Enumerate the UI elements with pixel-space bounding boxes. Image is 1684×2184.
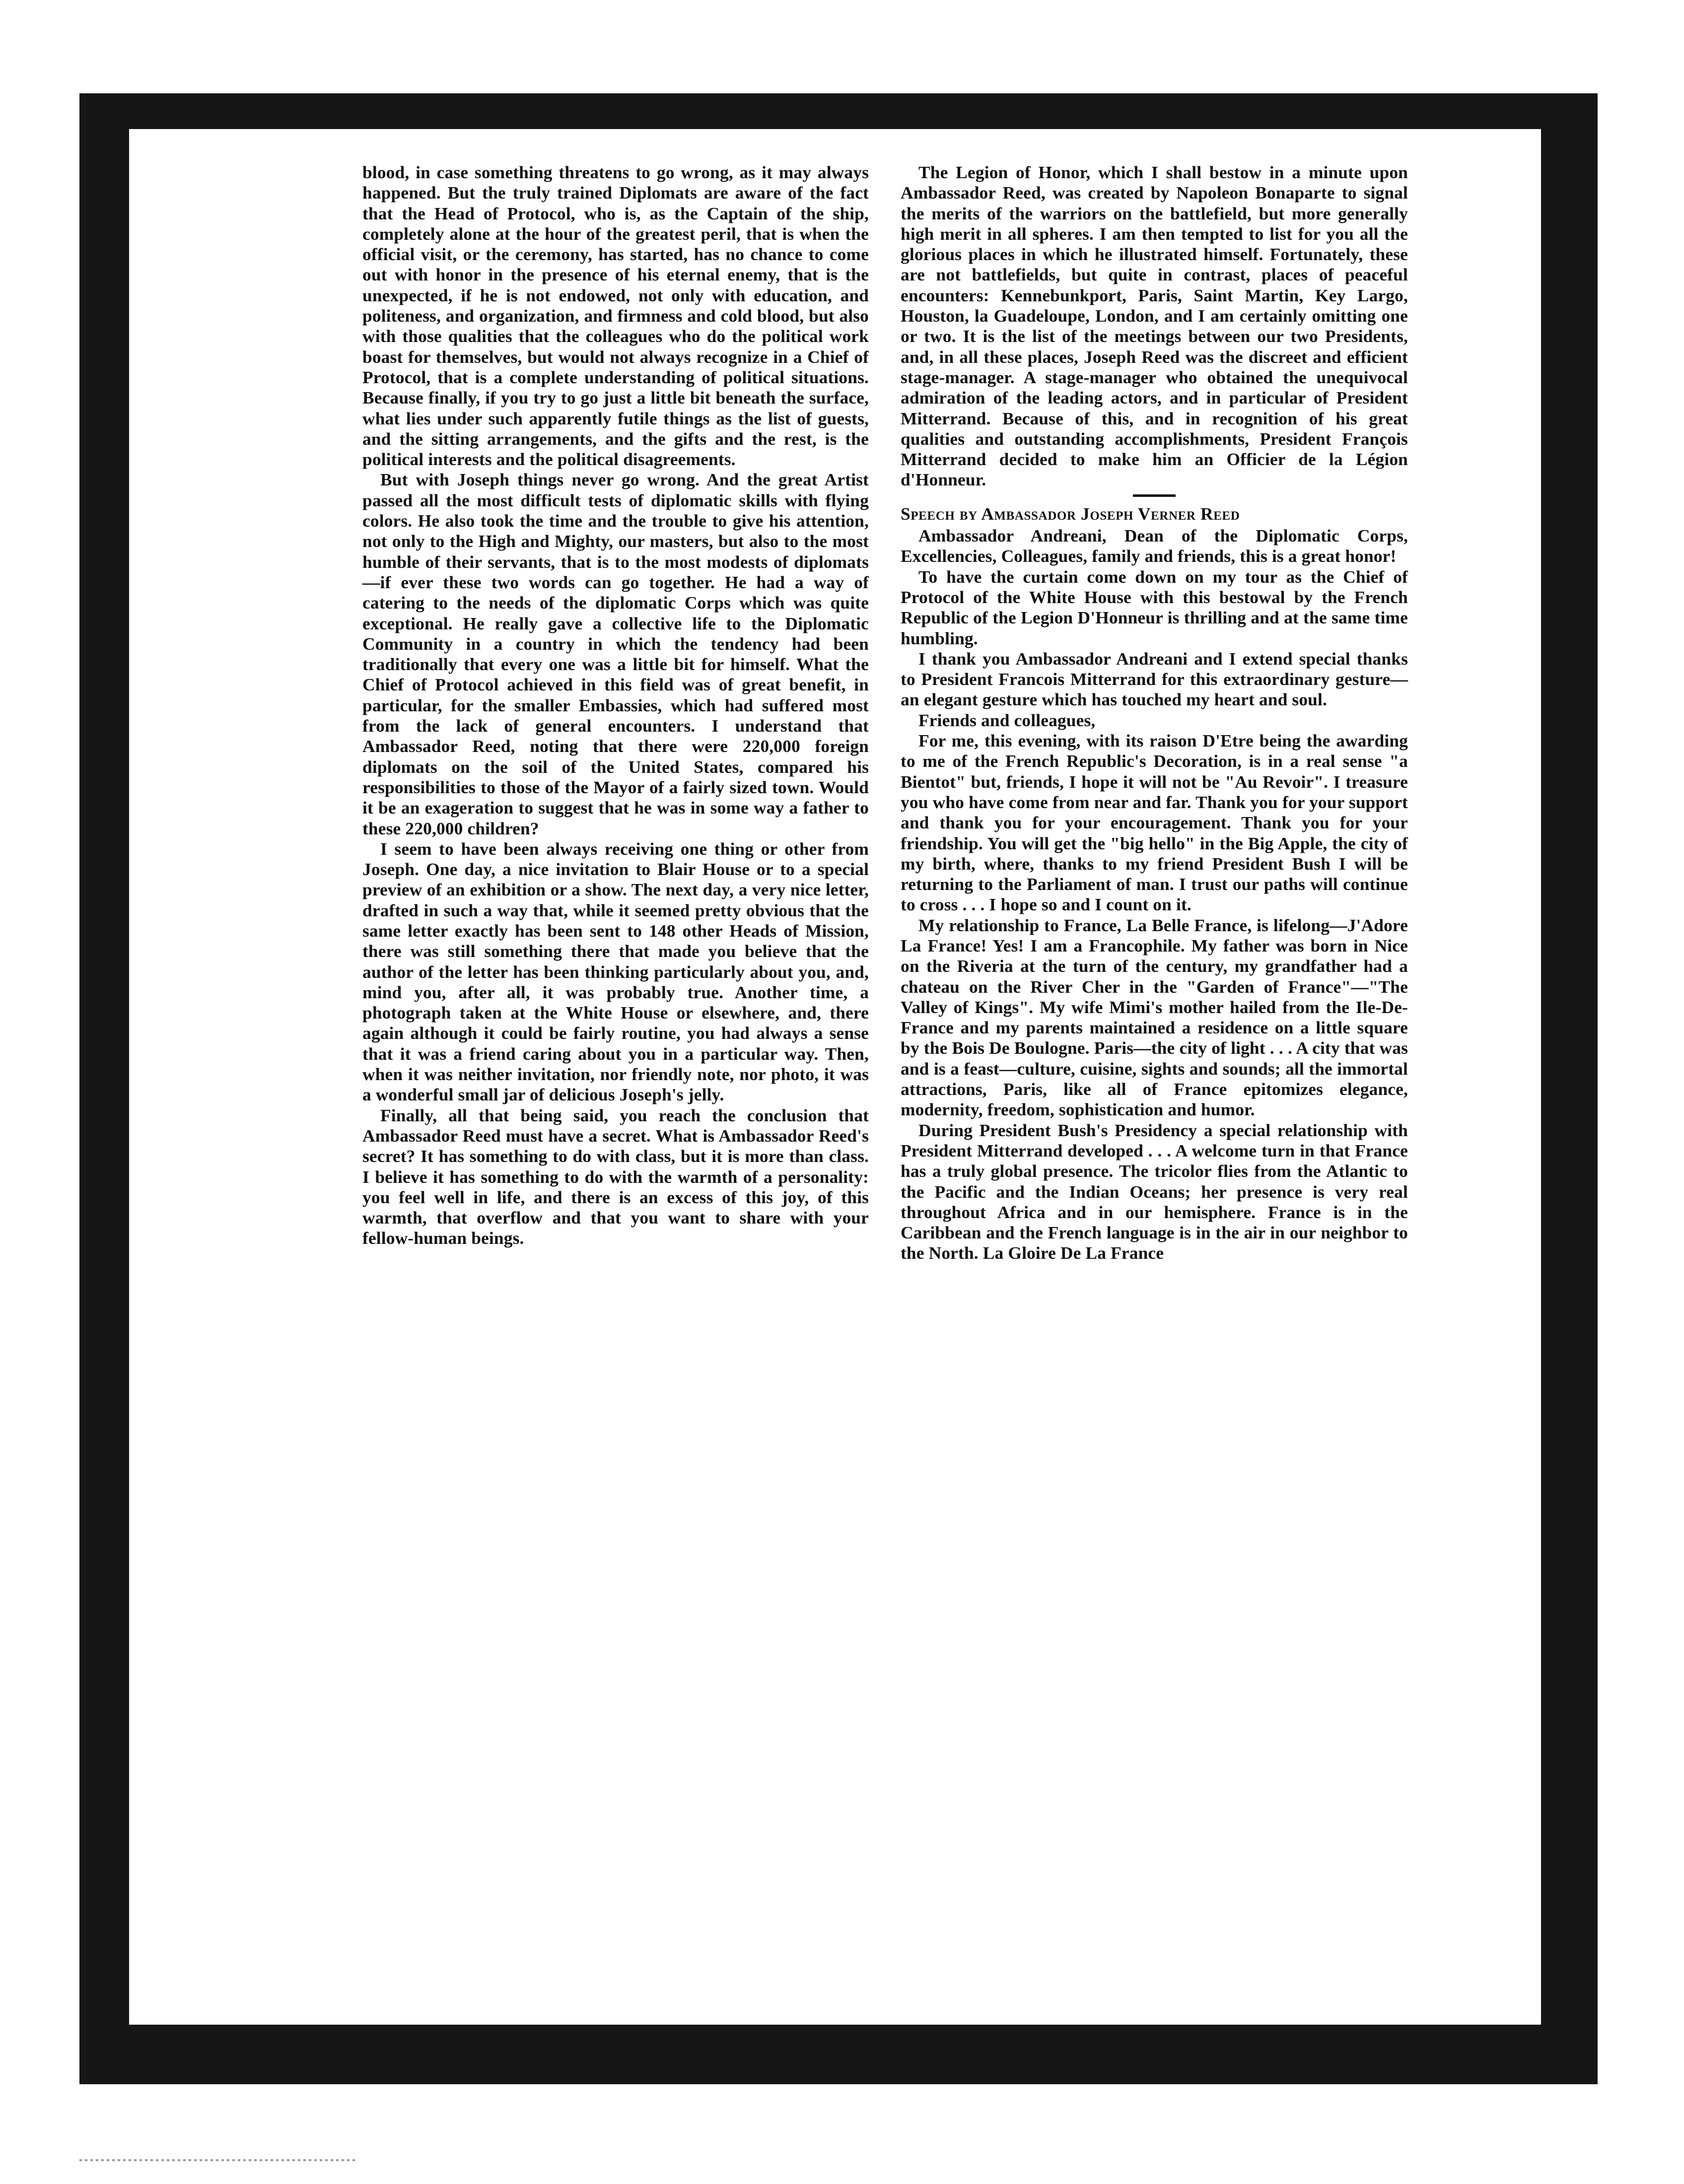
paragraph: I seem to have been always receiving one thing or other from Joseph. One day, a nice invitation to Blair House or to a special preview of an exhibition or a show. The next day, a very nice letter, drafted in such a way that, while it seemed pretty obvious that the same letter exactly has been sent to 148 other Heads of Mission, there was still something there that made you believe that the author of the letter has been thinking particularly about you, and, mind you, after all, it was probably true. Another time, a photograph taken at the White House or elsewhere, and, there again although it could be fairly routine, you had always a sense that it was a friend caring about you in a particular way. Then, when it was neither invitation, nor friendly note, nor photo, it was a wonderful small jar of delicious Joseph's jelly. (362, 838, 869, 1105)
page-border (79, 93, 1598, 2084)
left-column (362, 162, 869, 1249)
paragraph: Friends and colleagues, (918, 710, 1096, 730)
paragraph: The Legion of Honor, which I shall bestow in a minute upon Ambassador Reed, was created by Napoleon Bonaparte to signal the merits of the warriors on the battlefield, but more generally high merit in all spheres. I am then tempted to list for you all the glorious places in which he illustrated himself. Fortunately, these are not battlefields, but quite in contrast, places of peaceful encounters: Kennebunkport, Paris, Saint Martin, Key Largo, Houston, la Guadeloupe, London, and I am certainly omitting one or two. It is the list of the meetings between our two Presidents, and, in all these places, Joseph Reed was the discreet and efficient stage-manager. A stage-manager who obtained the unequivocal admiration of the leading actors, and in particular of President Mitterrand. Because of this, and in recognition of his great qualities and outstanding accomplishments, President François Mitterrand decided to make him an Officier de la Légion d'Honneur. (901, 162, 1408, 490)
right-column (901, 162, 1408, 1264)
paragraph: blood, in case something threatens to go wrong, as it may always happened. But the truly trained Diplomats are aware of the fact that the Head of Protocol, who is, as the Captain of the ship, completely alone at the hour of the greatest peril, that is when the official visit, or the ceremony, has started, has no chance to come out with honor in the presence of his eternal enemy, that is the unexpected, if he is not endowed, not only with education, and politeness, and organization, and firmness and cold blood, but also with those qualities that the colleagues who do the political work boast for themselves, but would not always recognize in a Chief of Protocol, that is a complete understanding of political situations. Because finally, if you try to go just a little bit beneath the surface, what lies under such apparently futile things as the list of guests, and the sitting arrangements, and the gifts and the rest, is the political interests and the political disagreements. (362, 162, 869, 470)
paragraph: I thank you Ambassador Andreani and I extend special thanks to President Francois Mitterrand for this extraordinary gesture—an elegant gesture which has touched my heart and soul. (901, 648, 1408, 710)
scan-edge-marks (79, 2159, 357, 2161)
paragraph: For me, this evening, with its raison D'Etre being the awarding to me of the French Republic's Decoration, is in a real sense "a Bientot" but, friends, I hope it will not be "Au Revoir". I treasure you who have come from near and far. Thank you for your support and thank you for your encouragement. Thank you for your friendship. You will get the "big hello" in the Big Apple, the city of my birth, where, thanks to my friend President Bush I will be returning to the Parliament of man. I trust our paths will continue to cross . . . I hope so and I count on it. (901, 731, 1408, 915)
section-divider (1133, 494, 1176, 497)
paragraph: Finally, all that being said, you reach the conclusion that Ambassador Reed must have a secret. What is Ambassador Reed's secret? It has something to do with class, but it is more than class. I believe it has something to do with the warmth of a personality: you feel well in life, and there is an excess of this joy, of this warmth, that overflow and that you want to share with your fellow-human beings. (362, 1105, 869, 1248)
speech-heading: Speech by Ambassador Joseph Verner Reed (901, 503, 1240, 524)
page-content (129, 129, 1541, 2025)
paragraph: To have the curtain come down on my tour as the Chief of Protocol of the White House with this bestowal by the French Republic of the Legion D'Honneur is thrilling and at the same time humbling. (901, 566, 1408, 648)
paragraph: But with Joseph things never go wrong. And the great Artist passed all the most difficult tests of diplomatic skills with flying colors. He also took the time and the trouble to give his attention, not only to the High and Mighty, our masters, but also to the most humble of their servants, that is to the most modests of diplomats—if ever these two words can go together. He had a way of catering to the needs of the diplomatic Corps which was quite exceptional. He really gave a collective life to the Diplomatic Community in a country in which the tendency had been traditionally that every one was a little bit for himself. What the Chief of Protocol achieved in this field was of great benefit, in particular, for the smaller Embassies, which had suffered most from the lack of general encounters. I understand that Ambassador Reed, noting that there were 220,000 foreign diplomats on the soil of the United States, compared his responsibilities to those of the Mayor of a fairly sized town. Would it be an exageration to suggest that he was in some way a father to these 220,000 children? (362, 470, 869, 838)
paragraph: During President Bush's Presidency a special relationship with President Mitterrand developed . . . A welcome turn in that France has a truly global presence. The tricolor flies from the Atlantic to the Pacific and the Indian Oceans; her presence is very real throughout Africa and in our hemisphere. France is in the Caribbean and the French language is in the air in our neighbor to the North. La Gloire De La France (901, 1120, 1408, 1263)
paragraph: Ambassador Andreani, Dean of the Diplomatic Corps, Excellencies, Colleagues, family and friends, this is a great honor! (901, 526, 1408, 566)
paragraph: My relationship to France, La Belle France, is lifelong—J'Adore La France! Yes! I am a Francophile. My father was born in Nice on the Riveria at the turn of the century, my grandfather had a chateau on the River Cher in the "Garden of France"—"The Valley of Kings". My wife Mimi's mother hailed from the Ile-De-France and my parents maintained a residence on a little square by the Bois De Boulogne. Paris—the city of light . . . A city that was and is a feast—culture, cuisine, sights and sounds; all the immortal attractions, Paris, like all of France epitomizes elegance, modernity, freedom, sophistication and humor. (901, 915, 1408, 1120)
